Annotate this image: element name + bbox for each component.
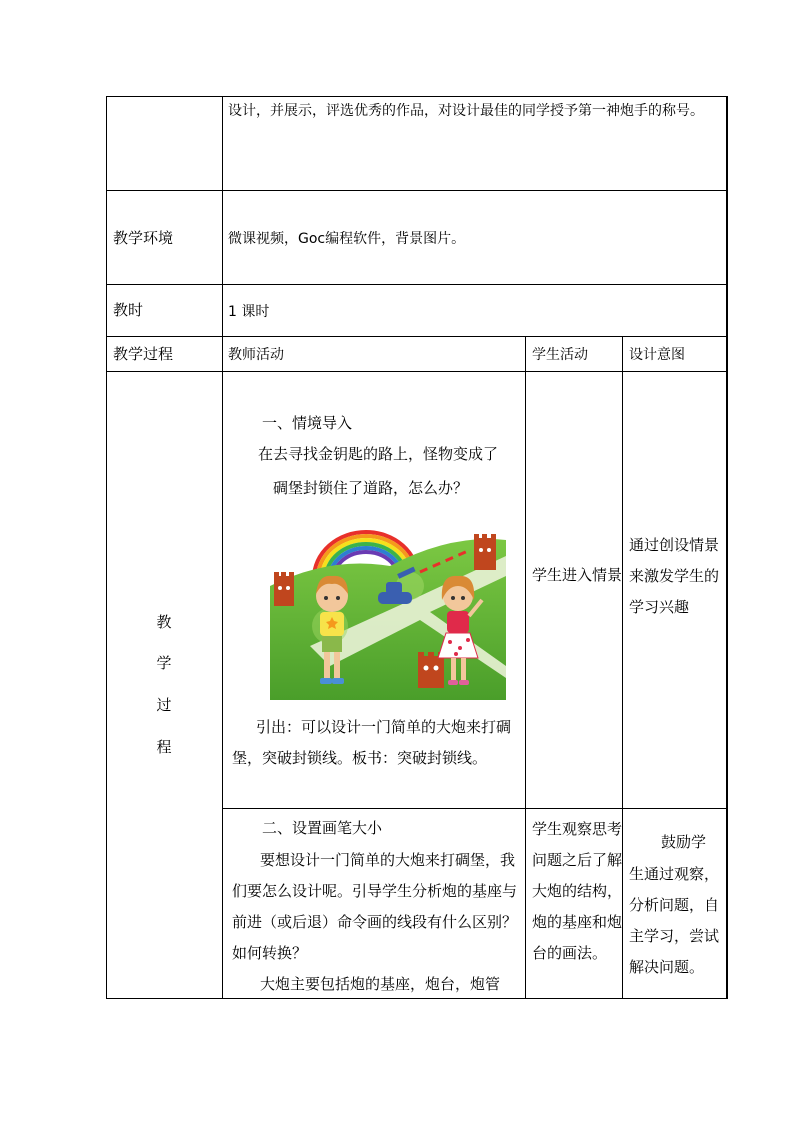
section1-design-intent: 通过创设情景来激发学生的学习兴趣: [629, 536, 720, 616]
intent-column-divider: [622, 336, 623, 999]
table-bottom-border: [106, 998, 728, 999]
scene-illustration: [270, 516, 506, 700]
table-top-border: [106, 96, 728, 97]
row-divider-3: [106, 336, 728, 337]
section2-title: 二、设置画笔大小: [262, 819, 383, 837]
hours-label: 教时: [113, 301, 144, 319]
section2-paragraph-1: 要想设计一门简单的大炮来打碉堡，我们要怎么设计呢。引导学生分析炮的基座与前进（或后退）命令画的线段有什么区别？如何转换？: [232, 851, 518, 962]
student-activity-header: 学生活动: [532, 347, 588, 363]
section1-title: 一、情境导入: [262, 414, 353, 432]
hours-value: 1 课时: [228, 304, 270, 320]
row-divider-2: [106, 284, 728, 285]
continuation-text: 设计，并展示，评选优秀的作品，对设计最佳的同学授予第一神炮手的称号。: [228, 103, 704, 119]
row-divider-1: [106, 190, 728, 191]
side-label-char: 过: [156, 696, 172, 714]
table-left-border: [106, 96, 107, 999]
environment-value: 微课视频，Goc编程软件，背景图片。: [228, 231, 466, 247]
section2-student-activity: 学生观察思考问题之后了解大炮的结构，炮的基座和炮台的画法。: [532, 820, 623, 962]
section1-student-activity: 学生进入情景: [532, 566, 623, 584]
table-right-border: [726, 96, 728, 999]
section1-outro: 引出：可以设计一门简单的大炮来打碉堡，突破封锁线。板书：突破封锁线。: [232, 718, 512, 767]
design-intent-header: 设计意图: [629, 347, 685, 363]
castle-top-right: [474, 534, 496, 570]
row-divider-4: [106, 371, 728, 372]
side-label-char: 学: [156, 654, 172, 672]
row-divider-5: [222, 808, 728, 809]
castle-left: [274, 572, 294, 606]
student-column-divider: [525, 336, 526, 999]
environment-label: 教学环境: [113, 229, 174, 247]
side-label-char: 教: [156, 613, 172, 631]
section2-paragraph-2: 大炮主要包括炮的基座，炮台，炮管: [260, 975, 501, 993]
section1-intro-line2: 碉堡封锁住了道路，怎么办？: [273, 479, 469, 497]
teacher-activity-header: 教师活动: [228, 347, 284, 363]
section1-intro-line1: 在去寻找金钥匙的路上，怪物变成了: [258, 445, 499, 463]
process-label: 教学过程: [113, 345, 174, 363]
side-label-char: 程: [156, 738, 172, 756]
section2-design-intent-rest: 生通过观察，分析问题，自主学习，尝试解决问题。: [629, 865, 720, 976]
label-column-divider: [222, 96, 223, 999]
section2-design-intent-lead: 鼓励学: [661, 833, 707, 851]
